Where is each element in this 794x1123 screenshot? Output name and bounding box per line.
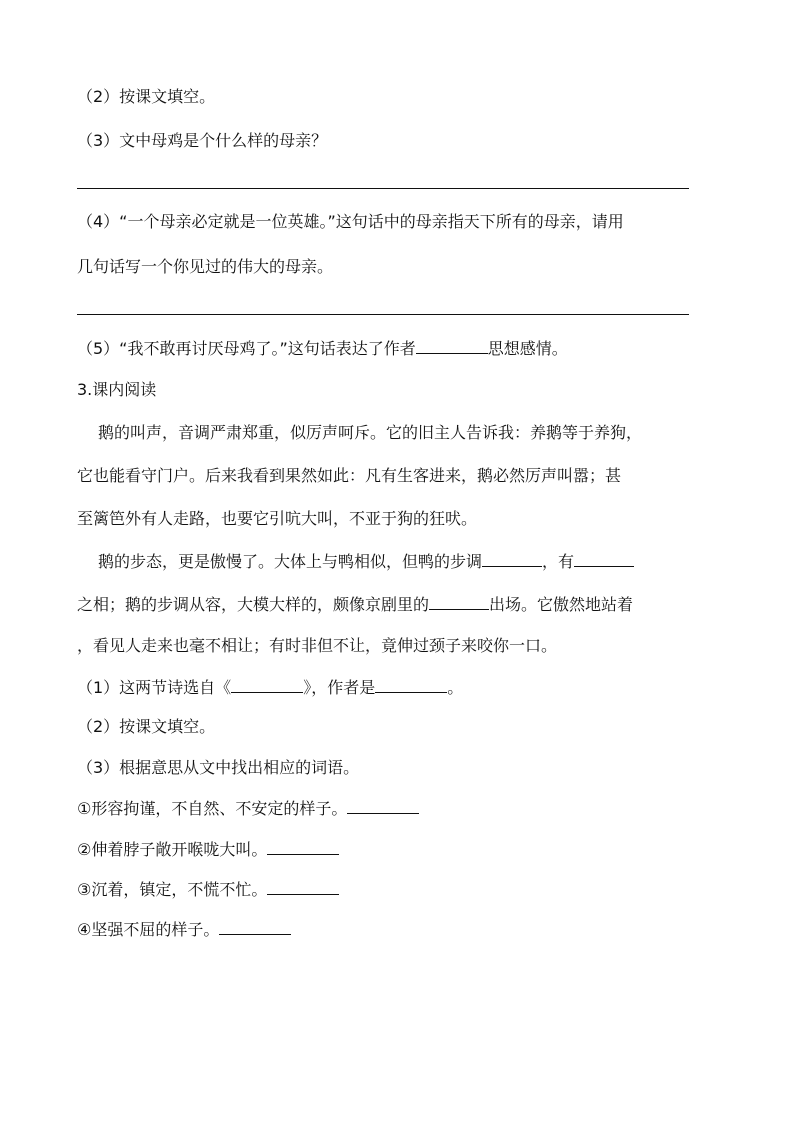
vocab-item-2-blank[interactable]	[267, 838, 339, 855]
p2-text-a: 鹅的步态，更是傲慢了。大体上与鸭相似，但鸭的步调	[98, 552, 483, 571]
vocab-item-3	[77, 878, 339, 900]
part3-question-1	[77, 676, 463, 698]
p2-blank-1[interactable]	[482, 550, 542, 567]
part2-question-3: （3）文中母鸡是个什么样的母亲？	[77, 131, 328, 150]
vocab-item-4	[77, 918, 291, 940]
passage-p1-line2: 它也能看守门户。后来我看到果然如此：凡有生客进来，鹅必然厉声叫嚣；甚	[77, 466, 622, 485]
q1-text-a: （1）这两节诗选自《	[77, 678, 232, 697]
passage-p2-line1	[98, 550, 634, 572]
passage-p1-line1: 鹅的叫声，音调严肃郑重，似厉声呵斥。它的旧主人告诉我：养鹅等于养狗，	[98, 423, 643, 442]
p2-text-c: 之相；鹅的步调从容，大模大样的，颇像京剧里的	[77, 595, 430, 614]
part2-question-5	[77, 337, 568, 359]
q1-text-b: 》，作者是	[303, 678, 376, 697]
part2-question-4-line1: （4）“一个母亲必定就是一位英雄。”这句话中的母亲指天下所有的母亲，请用	[77, 212, 624, 231]
q1-blank-title[interactable]	[231, 676, 303, 693]
p2-blank-2[interactable]	[574, 550, 634, 567]
vocab-item-1	[77, 797, 419, 819]
part2-question-2: （2）按课文填空。	[77, 87, 216, 106]
q1-blank-author[interactable]	[375, 676, 447, 693]
part3-heading: 3.课内阅读	[77, 380, 157, 399]
p2-text-d: 出场。它傲然地站着	[489, 595, 634, 614]
vocab-item-2-text: ②伸着脖子敞开喉咙大叫。	[77, 840, 268, 859]
part3-question-3: （3）根据意思从文中找出相应的词语。	[77, 758, 360, 777]
vocab-item-4-blank[interactable]	[219, 918, 291, 935]
q5-blank[interactable]	[416, 337, 488, 354]
vocab-item-3-blank[interactable]	[267, 878, 339, 895]
vocab-item-4-text: ④坚强不屈的样子。	[77, 920, 220, 939]
answer-line-q3[interactable]	[77, 188, 689, 189]
answer-line-q4[interactable]	[77, 314, 689, 315]
p2-blank-3[interactable]	[429, 593, 489, 610]
part2-question-4-line2: 几句话写一个你见过的伟大的母亲。	[77, 257, 334, 276]
vocab-item-2	[77, 838, 339, 860]
passage-p2-line2	[77, 593, 633, 615]
passage-p2-line3: ，看见人走来也毫不相让；有时非但不让，竟伸过颈子来咬你一口。	[77, 636, 558, 655]
vocab-item-1-blank[interactable]	[347, 797, 419, 814]
part3-question-2: （2）按课文填空。	[77, 717, 216, 736]
vocab-item-1-text: ①形容拘谨，不自然、不安定的样子。	[77, 799, 348, 818]
passage-p1-line3: 至篱笆外有人走路，也要它引吭大叫，不亚于狗的狂吠。	[77, 509, 478, 528]
q1-text-c: 。	[447, 678, 464, 697]
q5-text-before: （5）“我不敢再讨厌母鸡了。”这句话表达了作者	[77, 339, 416, 358]
vocab-item-3-text: ③沉着，镇定，不慌不忙。	[77, 880, 268, 899]
p2-text-b: ，有	[542, 552, 575, 571]
q5-text-after: 思想感情。	[487, 339, 568, 358]
